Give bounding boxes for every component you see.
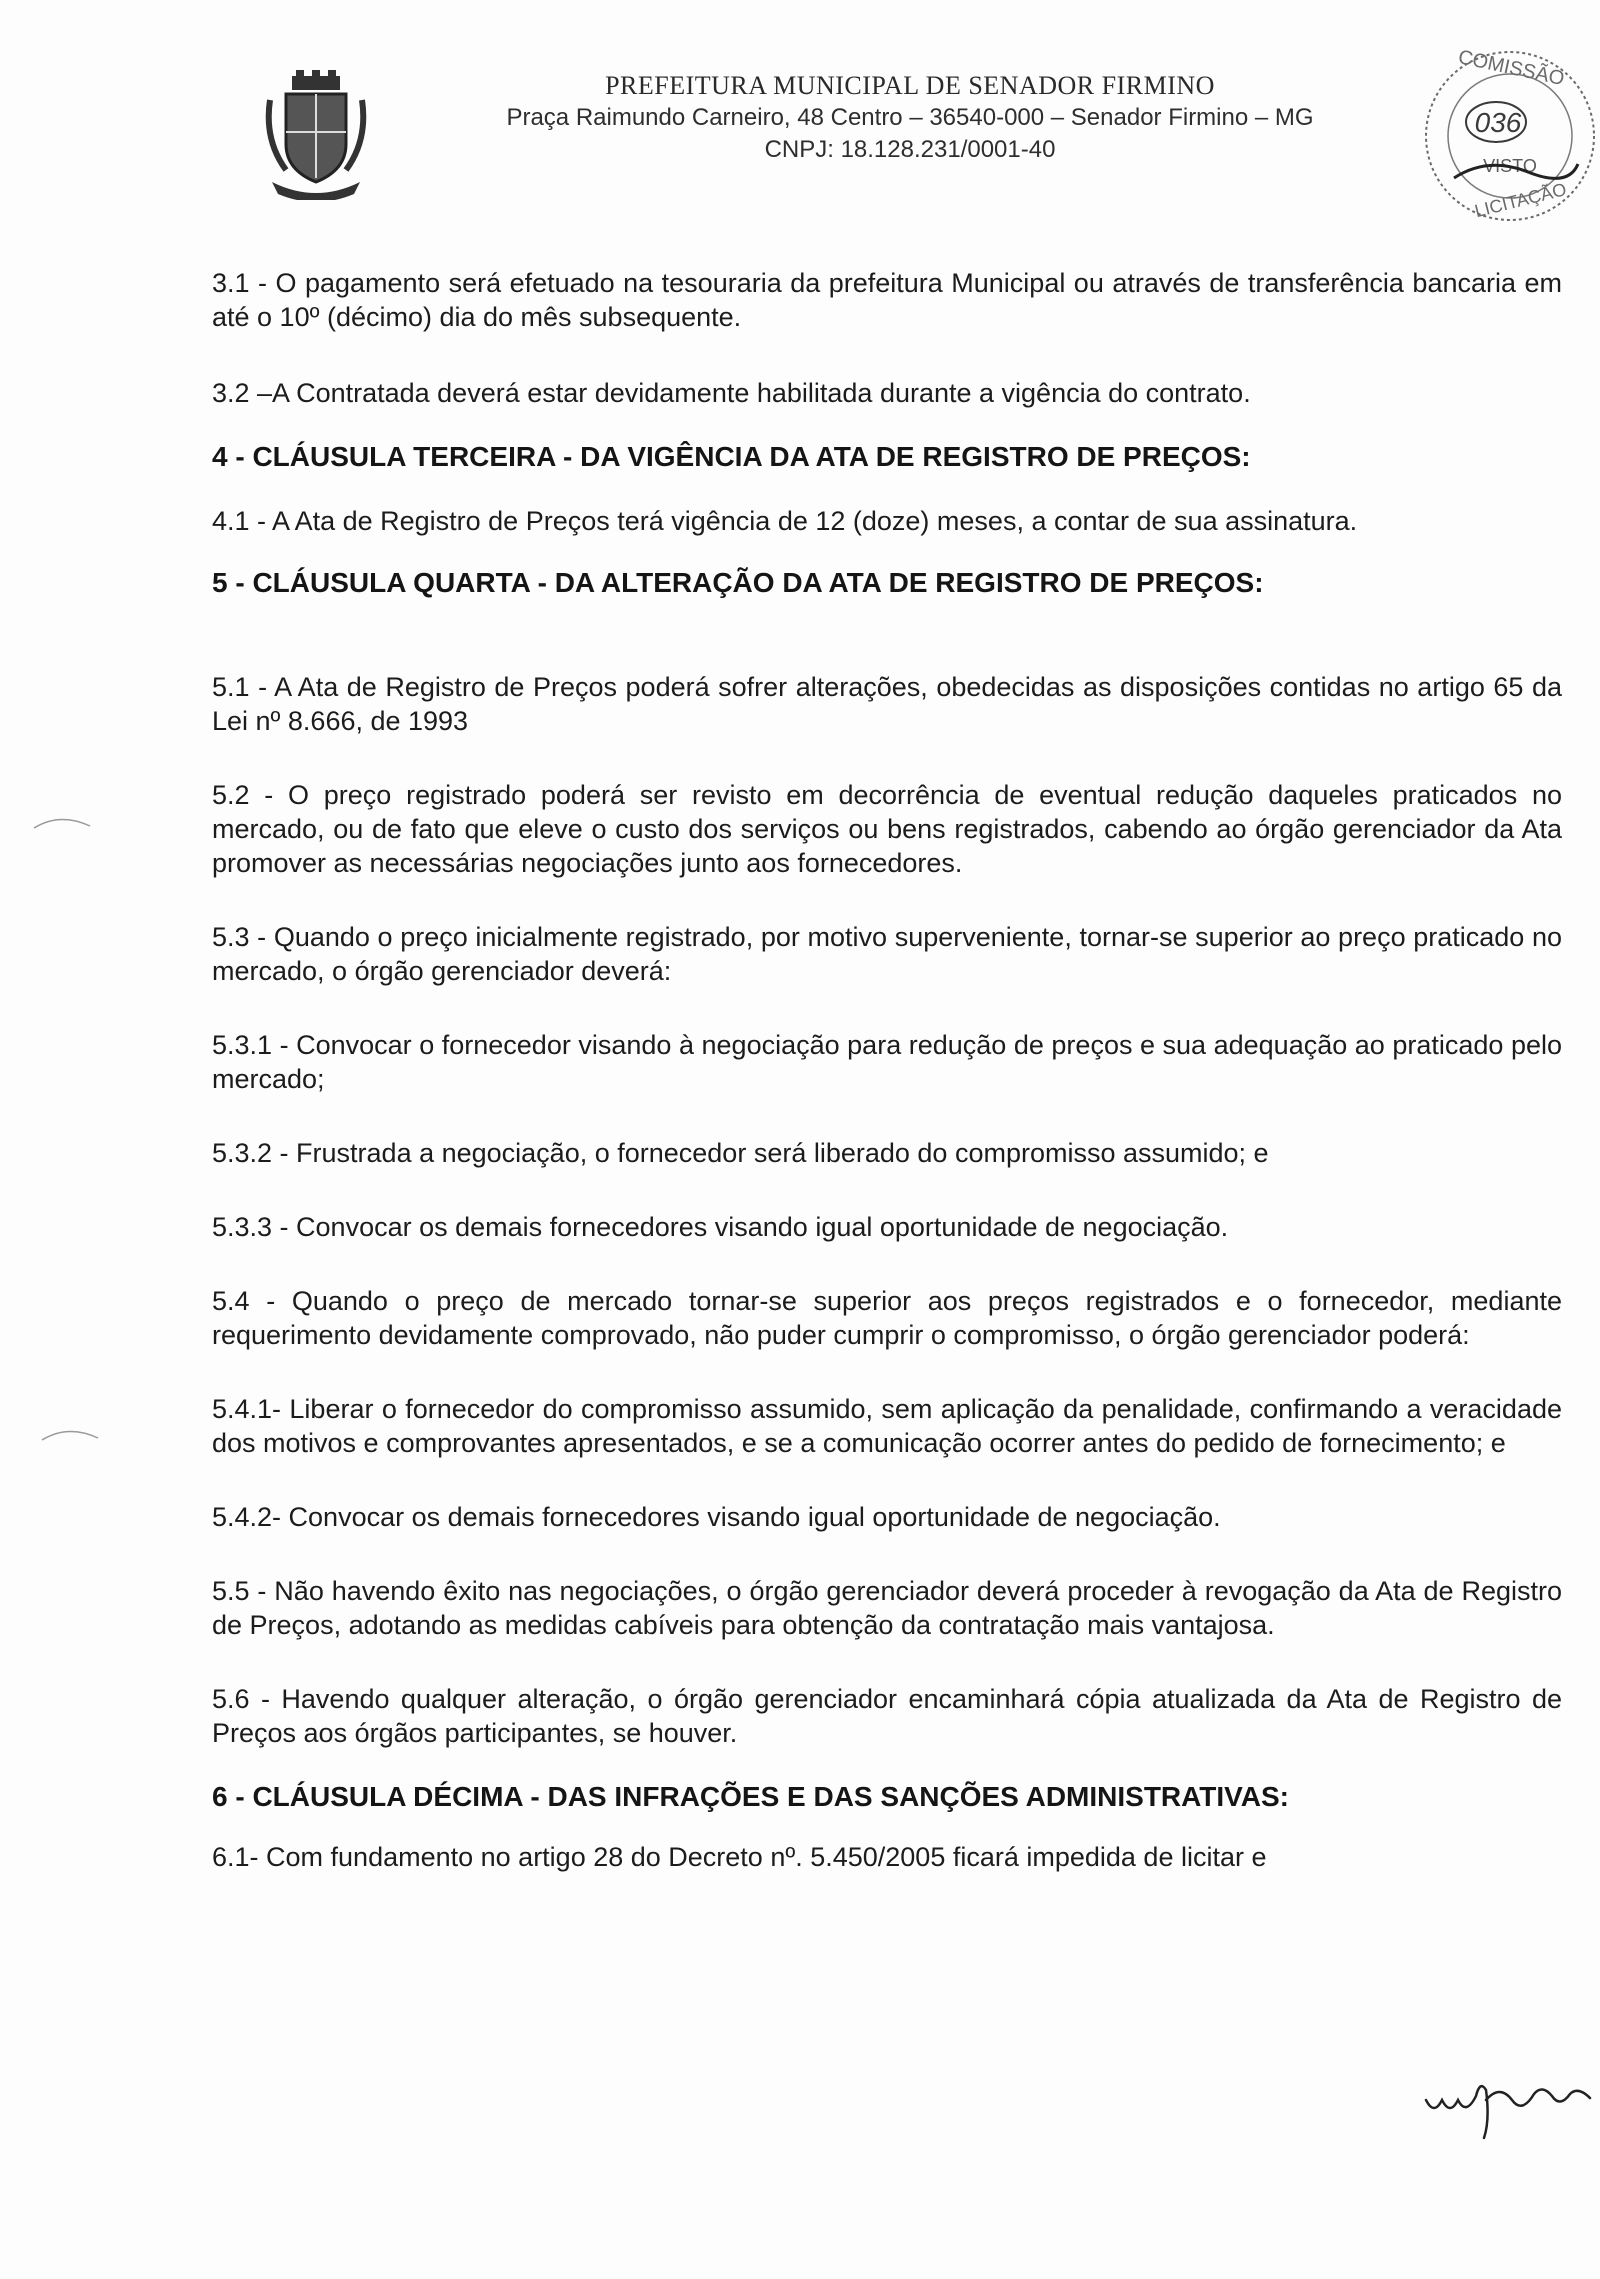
paragraph-5-2: 5.2 - O preço registrado poderá ser revisto em decorrência de eventual redução daqueles praticados no mercado, ou de fato que eleve o custo dos serviços ou bens registrados, cabendo ao órgão gerenciador da Ata promover as necessárias negociações junto aos fornecedores. [212, 780, 1562, 878]
paragraph-5-3-1: 5.3.1 - Convocar o fornecedor visando à negociação para redução de preços e sua adequação ao praticado pelo mercado; [212, 1030, 1562, 1094]
paragraph-5-3: 5.3 - Quando o preço inicialmente registrado, por motivo superveniente, tornar-se superior ao preço praticado no mercado, o órgão gerenciador deverá: [212, 922, 1562, 986]
paragraph-4-1: 4.1 - A Ata de Registro de Preços terá vigência de 12 (doze) meses, a contar de sua assinatura. [212, 506, 1358, 536]
letterhead [420, 70, 1400, 166]
paragraph-5-6: 5.6 - Havendo qualquer alteração, o órgão gerenciador encaminhará cópia atualizada da Ata de Registro de Preços aos órgãos participantes, se houver. [212, 1684, 1562, 1748]
paragraph-3-1: 3.1 - O pagamento será efetuado na tesouraria da prefeitura Municipal ou através de transferência bancaria em até o 10º (décimo) dia do mês subsequente. [212, 268, 1562, 332]
stamp-number: 036 [1474, 107, 1522, 138]
paragraph-5-3-2: 5.3.2 - Frustrada a negociação, o fornecedor será liberado do compromisso assumido; e [212, 1138, 1269, 1168]
section-heading-6: 6 - CLÁUSULA DÉCIMA - DAS INFRAÇÕES E DAS SANÇÕES ADMINISTRATIVAS: [212, 1781, 1289, 1812]
paragraph-6-1: 6.1- Com fundamento no artigo 28 do Decreto nº. 5.450/2005 ficará impedida de licitar e [212, 1842, 1267, 1872]
margin-mark [40, 1424, 100, 1444]
org-address: Praça Raimundo Carneiro, 48 Centro – 36540-000 – Senador Firmino – MG [506, 104, 1314, 131]
stamp-bottom-text: LICITAÇÃO [1472, 179, 1569, 222]
stamp-visto-text: VISTO [1483, 156, 1537, 176]
paragraph-5-4-1: 5.4.1- Liberar o fornecedor do compromisso assumido, sem aplicação da penalidade, confirmando a veracidade dos motivos e comprovantes apresentados, e se a comunicação ocorrer antes do pedido de fornecimento; e [212, 1394, 1562, 1458]
paragraph-5-3-3: 5.3.3 - Convocar os demais fornecedores visando igual oportunidade de negociação. [212, 1212, 1229, 1242]
org-name: PREFEITURA MUNICIPAL DE SENADOR FIRMINO [605, 71, 1215, 100]
paragraph-5-1: 5.1 - A Ata de Registro de Preços poderá sofrer alterações, obedecidas as disposições contidas no artigo 65 da Lei nº 8.666, de 1993 [212, 672, 1562, 736]
stamp-top-text: COMISSÃO [1456, 46, 1567, 91]
section-heading-5: 5 - CLÁUSULA QUARTA - DA ALTERAÇÃO DA ATA DE REGISTRO DE PREÇOS: [212, 567, 1264, 598]
paragraph-5-4-2: 5.4.2- Convocar os demais fornecedores visando igual oportunidade de negociação. [212, 1502, 1221, 1532]
paragraph-5-4: 5.4 - Quando o preço de mercado tornar-se superior aos preços registrados e o fornecedor, mediante requerimento devidamente comprovado, não puder cumprir o compromisso, o órgão gerenciador poderá: [212, 1286, 1562, 1350]
section-heading-4: 4 - CLÁUSULA TERCEIRA - DA VIGÊNCIA DA ATA DE REGISTRO DE PREÇOS: [212, 441, 1251, 472]
org-cnpj: CNPJ: 18.128.231/0001-40 [764, 136, 1056, 163]
document-body [212, 266, 1562, 1874]
signature-icon [1420, 2060, 1600, 2140]
margin-mark [32, 812, 92, 832]
paragraph-3-2: 3.2 –A Contratada deverá estar devidamente habilitada durante a vigência do contrato. [212, 378, 1251, 408]
stamp-icon [1418, 36, 1598, 236]
paragraph-5-5: 5.5 - Não havendo êxito nas negociações, o órgão gerenciador deverá proceder à revogação da Ata de Registro de Preços, adotando as medidas cabíveis para obtenção da contratação mais vantajosa. [212, 1576, 1562, 1640]
coat-of-arms-icon [262, 70, 370, 200]
